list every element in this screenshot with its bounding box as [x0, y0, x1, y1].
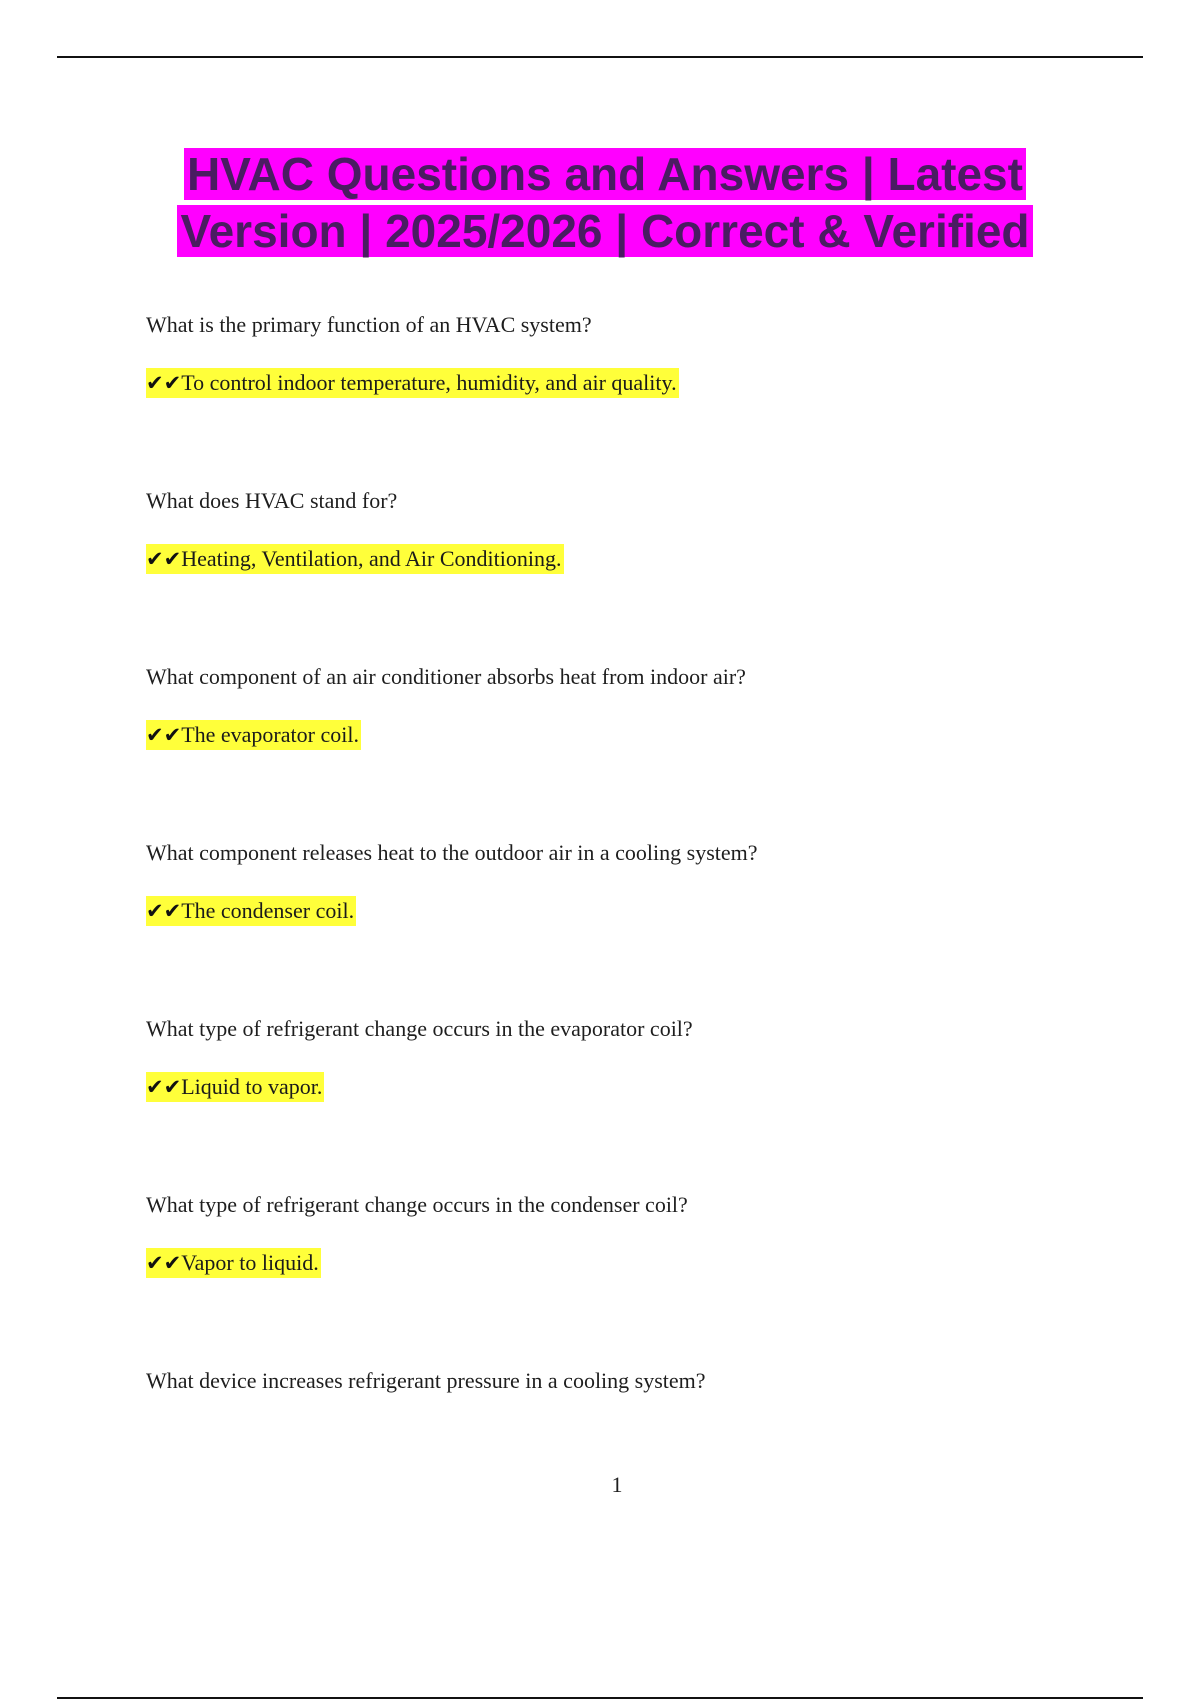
- question-text: What does HVAC stand for?: [146, 488, 398, 513]
- bottom-divider: [57, 1697, 1143, 1699]
- page-number: 1: [611, 1472, 623, 1497]
- answer-text: Vapor to liquid.: [181, 1250, 319, 1275]
- double-check-icon: ✔✔: [146, 547, 182, 571]
- qa-item: [146, 300, 1106, 476]
- answer-highlight: [146, 896, 356, 926]
- title-highlight: HVAC Questions and Answers | Latest Version | 2025/2026 | Correct & Verified: [177, 148, 1032, 257]
- question-text: What type of refrigerant change occurs in the condenser coil?: [146, 1192, 688, 1217]
- answer-line: [146, 370, 679, 396]
- qa-item: [146, 828, 1106, 1004]
- answer-text: The condenser coil.: [181, 898, 355, 923]
- double-check-icon: ✔✔: [146, 723, 182, 747]
- document-title: [140, 146, 1070, 260]
- answer-highlight: [146, 544, 564, 574]
- answer-text: Heating, Ventilation, and Air Conditioning.: [181, 546, 562, 571]
- double-check-icon: ✔✔: [146, 899, 182, 923]
- answer-line: [146, 898, 356, 924]
- qa-item: [146, 1180, 1106, 1356]
- answer-highlight: [146, 1072, 324, 1102]
- qa-item: [146, 1004, 1106, 1180]
- answer-line: [146, 546, 564, 572]
- double-check-icon: ✔✔: [146, 1075, 182, 1099]
- double-check-icon: ✔✔: [146, 1251, 182, 1275]
- answer-line: [146, 1074, 324, 1100]
- question-text: What component of an air conditioner absorbs heat from indoor air?: [146, 664, 746, 689]
- answer-text: The evaporator coil.: [181, 722, 359, 747]
- qa-item: [146, 1356, 1106, 1532]
- question-text: What type of refrigerant change occurs in the evaporator coil?: [146, 1016, 693, 1041]
- double-check-icon: ✔✔: [146, 371, 182, 395]
- qa-item: [146, 476, 1106, 652]
- question-text: What is the primary function of an HVAC system?: [146, 312, 592, 337]
- question-text: What component releases heat to the outdoor air in a cooling system?: [146, 840, 758, 865]
- question-text: What device increases refrigerant pressure in a cooling system?: [146, 1368, 706, 1393]
- answer-highlight: [146, 1248, 321, 1278]
- qa-item: [146, 652, 1106, 828]
- answer-highlight: [146, 368, 679, 398]
- qa-list: [146, 300, 1106, 1532]
- answer-highlight: [146, 720, 361, 750]
- answer-line: [146, 722, 361, 748]
- answer-line: [146, 1250, 321, 1276]
- answer-text: To control indoor temperature, humidity, and air quality.: [181, 370, 677, 395]
- answer-text: Liquid to vapor.: [181, 1074, 323, 1099]
- top-divider: [57, 56, 1143, 58]
